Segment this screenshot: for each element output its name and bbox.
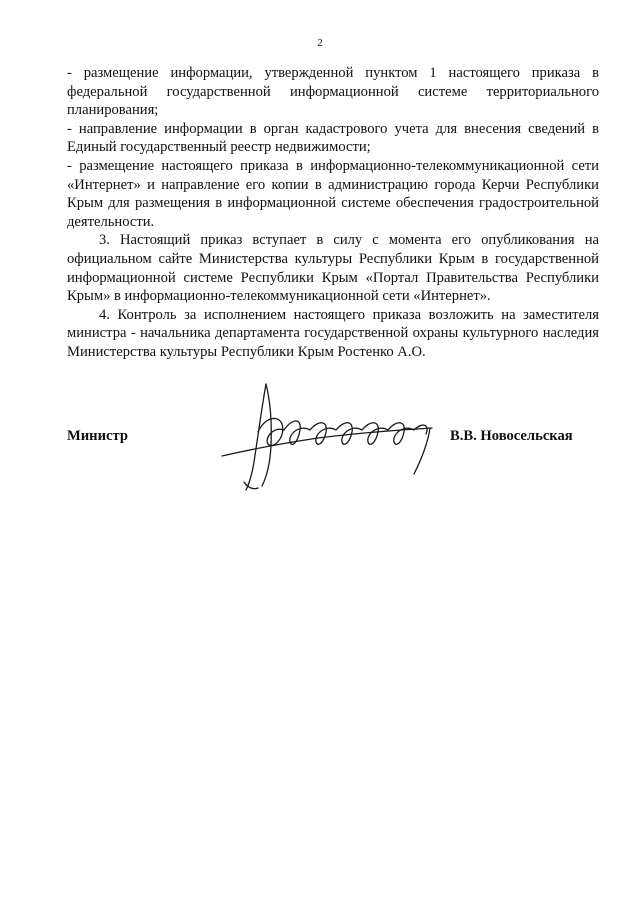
- paragraph-control: 4. Контроль за исполнением настоящего приказа возложить на заместителя министра - начальника департамента государственной охраны культурного наследия Министерства культуры Республики Крым Ростенко А.О.: [67, 306, 599, 360]
- document-body: [67, 64, 599, 362]
- signatory-name: В.В. Новосельская: [450, 428, 573, 444]
- page-number: 2: [317, 37, 323, 49]
- list-item-placement: - размещение информации, утвержденной пунктом 1 настоящего приказа в федеральной государственной информационной системе территориального планирования;: [67, 65, 599, 119]
- paragraph-effective-date: 3. Настоящий приказ вступает в силу с момента его опубликования на официальном сайте Министерства культуры Республики Крым в государственной информационной системе Республики Крым «Портал Правительства Республики Крым» в информационно-телекоммуникационной сети «Интернет».: [67, 232, 599, 305]
- list-item-internet: - размещение настоящего приказа в информационно-телекоммуникационной сети «Интернет» и направление его копии в администрацию города Керчи Республики Крым для размещения в информационной системе обеспечения градостроительной деятельности.: [67, 157, 599, 230]
- signatory-title: Министр: [67, 428, 128, 444]
- list-item-cadastral: - направление информации в орган кадастрового учета для внесения сведений в Единый государственный реестр недвижимости;: [67, 120, 599, 156]
- handwritten-signature: [218, 378, 450, 498]
